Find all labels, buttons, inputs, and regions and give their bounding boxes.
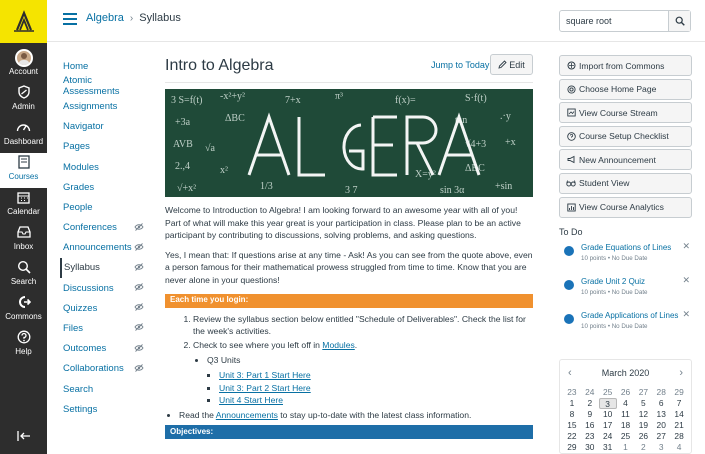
svg-text:X=y²: X=y²: [415, 169, 436, 180]
svg-text:7+x: 7+x: [285, 95, 301, 106]
todo-meta: 10 points • No Due Date: [581, 288, 648, 296]
nav-account-label: Account: [9, 67, 38, 76]
course-nav-label: Syllabus: [64, 262, 100, 274]
canvas-logo-icon[interactable]: [0, 0, 47, 43]
intro-paragraph: Welcome to Introduction to Algebra! I am looking forward to an awesome year with all of you! Part of what will make this year great is your participation in class. Please plan to be an active participant by contributing to discussions, solving problems, and asking questions.: [165, 205, 521, 241]
course-nav-label: Announcements: [63, 242, 132, 254]
course-nav-discussions[interactable]: [60, 278, 148, 298]
calendar-month-label: March 2020: [601, 368, 650, 378]
search-icon: [675, 16, 685, 26]
course-nav-settings[interactable]: [60, 399, 148, 419]
target-icon: [566, 84, 576, 94]
read-announcements-item: [179, 409, 533, 422]
course-nav-modules[interactable]: [60, 157, 148, 177]
unit-link-item: [219, 382, 533, 395]
svg-text:3 S=f(t): 3 S=f(t): [171, 95, 203, 106]
calendar-day[interactable]: 9: [587, 409, 593, 419]
shield-icon: [14, 83, 34, 101]
svg-text:-x²+y²: -x²+y²: [220, 91, 245, 102]
calendar-day[interactable]: 29: [674, 387, 684, 397]
svg-text:+3a: +3a: [175, 117, 191, 128]
analytics-icon: [566, 202, 576, 212]
algebra-banner-image: [165, 89, 533, 197]
calendar-day[interactable]: 20: [656, 420, 666, 430]
course-nav-label: Pages: [63, 141, 90, 153]
nav-dashboard[interactable]: [0, 118, 47, 153]
calendar-day[interactable]: 24: [602, 431, 613, 441]
svg-text:f(x)=: f(x)=: [395, 95, 416, 106]
calendar-day[interactable]: 1: [623, 442, 628, 452]
course-setup-checklist-button[interactable]: [559, 126, 692, 147]
main-content: [165, 52, 533, 437]
nav-admin-label: Admin: [12, 102, 35, 111]
calendar-day[interactable]: 27: [638, 387, 649, 397]
search-input[interactable]: [560, 11, 668, 31]
units-list: [165, 354, 533, 406]
course-nav-files[interactable]: [60, 318, 148, 338]
step2-text: Check to see where you left off in: [193, 339, 323, 350]
calendar-day[interactable]: 16: [585, 420, 595, 430]
nav-commons-label: Commons: [5, 312, 42, 321]
calendar-day[interactable]: 8: [569, 409, 575, 419]
svg-text:√a: √a: [205, 143, 215, 154]
help-icon: [14, 328, 34, 346]
course-nav: [60, 56, 148, 419]
course-nav-label: Files: [63, 323, 84, 335]
svg-text:AVB: AVB: [173, 139, 193, 150]
course-nav-collaborations[interactable]: [60, 359, 148, 379]
step-review-syllabus: 1. Review the syllabus section below entitled "Schedule of Deliverables". Check the list for the week's activities.: [193, 313, 533, 338]
course-nav-people[interactable]: [60, 197, 148, 217]
calendar-day[interactable]: 10: [602, 409, 613, 419]
calendar-day[interactable]: 23: [585, 431, 595, 441]
nav-courses-label: Courses: [8, 172, 39, 181]
sidebar-button-label: New Announcement: [579, 154, 656, 165]
svg-text:√+x²: √+x²: [177, 183, 197, 194]
calendar-day[interactable]: 4: [623, 398, 628, 408]
prev-month-button[interactable]: ‹: [568, 367, 572, 379]
course-nav-label: Quizzes: [63, 302, 98, 314]
calendar-day[interactable]: 1: [569, 398, 575, 408]
hidden-eye-icon: [134, 323, 144, 334]
nav-inbox-label: Inbox: [13, 242, 34, 251]
nav-courses[interactable]: [0, 153, 47, 188]
course-nav-label: Search: [63, 383, 94, 395]
course-nav-label: Settings: [63, 403, 98, 415]
course-nav-label: Navigator: [63, 121, 104, 133]
course-nav-pages[interactable]: [60, 137, 148, 157]
page-title: Intro to Algebra: [165, 57, 274, 74]
calendar-day[interactable]: 11: [621, 409, 630, 419]
todo-badge-icon: [564, 280, 574, 290]
section-header-objectives: Objectives:: [165, 425, 533, 439]
course-nav-navigator[interactable]: [60, 117, 148, 137]
svg-text:3 7: 3 7: [345, 185, 358, 196]
sidebar-button-label: View Course Analytics: [579, 202, 664, 213]
nav-search[interactable]: [0, 258, 47, 293]
calendar-icon: [14, 188, 34, 206]
svg-text:x²: x²: [220, 165, 228, 176]
right-sidebar: [559, 55, 692, 345]
nav-help[interactable]: [0, 328, 47, 363]
course-nav-conferences[interactable]: [60, 218, 148, 238]
dismiss-icon[interactable]: ✕: [682, 274, 690, 285]
todo-item: [559, 308, 692, 345]
nav-dashboard-label: Dashboard: [3, 137, 44, 146]
top-header: [47, 0, 705, 42]
hidden-eye-icon: [134, 344, 144, 355]
course-nav-search[interactable]: [60, 379, 148, 399]
breadcrumb: [86, 12, 181, 24]
question-icon: [566, 131, 576, 141]
calendar-day[interactable]: 3: [658, 442, 664, 452]
pencil-icon: [498, 60, 507, 69]
svg-text:√4+3: √4+3: [465, 139, 487, 150]
todo-title-link[interactable]: Grade Unit 2 Quiz: [581, 276, 646, 286]
calendar-day[interactable]: 22: [567, 431, 577, 441]
todo-title-link[interactable]: Grade Applications of Lines: [581, 310, 679, 320]
choose-home-page-button[interactable]: [559, 79, 692, 100]
nav-calendar[interactable]: [0, 188, 47, 223]
svg-text:.·y: .·y: [500, 111, 511, 122]
calendar-day[interactable]: 25: [620, 431, 631, 441]
nav-commons[interactable]: [0, 293, 47, 328]
search-button[interactable]: [668, 11, 690, 31]
course-nav-outcomes[interactable]: [60, 339, 148, 359]
course-nav-label: Grades: [63, 181, 95, 193]
nav-calendar-label: Calendar: [7, 207, 40, 216]
course-nav-assignments[interactable]: [60, 96, 148, 116]
section-header-login: Each time you login:: [165, 294, 533, 308]
jump-to-today-link[interactable]: Jump to Today: [431, 60, 490, 70]
sidebar-button-label: Course Setup Checklist: [579, 131, 669, 142]
calendar-day[interactable]: 12: [638, 409, 649, 419]
svg-text:ΔBC: ΔBC: [465, 163, 485, 174]
calendar-day[interactable]: 28: [674, 431, 684, 441]
hidden-eye-icon: [134, 223, 144, 234]
sidebar-button-label: Choose Home Page: [579, 84, 657, 95]
sidebar-button-label: Student View: [579, 178, 630, 189]
calendar-day[interactable]: 26: [620, 387, 631, 397]
dismiss-icon[interactable]: ✕: [682, 240, 690, 251]
units-item: [207, 354, 533, 406]
breadcrumb-separator: ›: [129, 12, 134, 24]
step-check-modules: [193, 339, 533, 352]
global-nav: [0, 0, 47, 454]
calendar-day[interactable]: 21: [674, 420, 684, 430]
calendar-day[interactable]: 27: [656, 431, 666, 441]
unit-link-item: [219, 369, 533, 382]
search-icon: [14, 258, 34, 276]
calendar-day[interactable]: 24: [585, 387, 595, 397]
read-list: [165, 409, 533, 422]
dismiss-icon[interactable]: ✕: [682, 308, 690, 319]
unit-3-part-2-link[interactable]: Unit 3: Part 2 Start Here: [219, 382, 311, 393]
calendar-day[interactable]: 2: [641, 442, 646, 452]
nav-inbox[interactable]: [0, 223, 47, 258]
calendar-day[interactable]: 31: [602, 442, 613, 452]
next-month-button[interactable]: ›: [679, 367, 683, 379]
course-nav-home[interactable]: [60, 56, 148, 76]
calendar-day[interactable]: 23: [567, 387, 577, 397]
mini-calendar: [559, 359, 692, 454]
questions-paragraph: Yes, I mean that: If questions arise at any time - Ask! As you can see from the quote above, even a person famous for their mathematical prowess struggled from time to time. Know that you are never alone in your questions!: [165, 249, 533, 285]
calendar-day[interactable]: 29: [567, 442, 577, 452]
book-icon: [14, 153, 34, 171]
unit-link-item: [219, 394, 533, 407]
todo-item: [559, 274, 692, 311]
collapse-nav-button[interactable]: [0, 428, 47, 446]
title-divider: [165, 82, 533, 83]
calendar-day[interactable]: 13: [656, 409, 666, 419]
nav-account[interactable]: [0, 43, 47, 83]
calendar-day[interactable]: 2: [587, 398, 593, 408]
course-nav-announcements[interactable]: [60, 238, 148, 258]
commons-icon: [566, 61, 576, 71]
step2-suffix: .: [354, 339, 358, 350]
modules-link[interactable]: Modules: [322, 339, 355, 350]
commons-icon: [14, 293, 34, 311]
edit-button[interactable]: [490, 54, 533, 75]
calendar-day[interactable]: 17: [602, 420, 613, 430]
syllabus-body: [165, 204, 533, 444]
inbox-icon: [14, 223, 34, 241]
breadcrumb-course-link[interactable]: Algebra: [86, 12, 124, 24]
calendar-day[interactable]: 28: [656, 387, 666, 397]
svg-text:+sin: +sin: [495, 181, 513, 192]
view-course-stream-button[interactable]: [559, 102, 692, 123]
nav-admin[interactable]: [0, 83, 47, 118]
svg-text:2.,4: 2.,4: [175, 161, 190, 172]
calendar-day[interactable]: 6: [658, 398, 664, 408]
calendar-day[interactable]: 25: [602, 387, 613, 397]
hidden-eye-icon: [134, 283, 144, 294]
course-nav-atomic-assessments[interactable]: [60, 76, 148, 96]
calendar-day[interactable]: 30: [585, 442, 595, 452]
units-label: Q3 Units: [207, 355, 241, 366]
import-from-commons-button[interactable]: [559, 55, 692, 76]
sidebar-button-label: Import from Commons: [579, 60, 665, 71]
calendar-day[interactable]: 7: [676, 398, 682, 408]
edit-button-label: Edit: [509, 59, 525, 70]
course-nav-label: Outcomes: [63, 343, 107, 355]
calendar-day[interactable]: 18: [620, 420, 631, 430]
todo-badge-icon: [564, 246, 574, 256]
student-view-button[interactable]: [559, 173, 692, 194]
course-nav-syllabus[interactable]: [60, 258, 148, 278]
read-pre-text: Read the: [179, 409, 216, 420]
speedometer-icon: [14, 118, 34, 136]
course-nav-label: Assignments: [63, 100, 118, 112]
svg-text:ΔBC: ΔBC: [225, 113, 245, 124]
nav-search-label: Search: [10, 277, 37, 286]
course-nav-label: Modules: [63, 161, 99, 173]
todo-meta: 10 points • No Due Date: [581, 322, 648, 330]
calendar-grid: [560, 386, 691, 454]
calendar-day[interactable]: 14: [674, 409, 684, 419]
login-steps: [165, 313, 533, 352]
search-box: [559, 10, 691, 32]
calendar-day[interactable]: 5: [641, 398, 646, 408]
todo-title-link[interactable]: Grade Equations of Lines: [581, 242, 672, 252]
hamburger-menu-icon[interactable]: [63, 13, 77, 25]
new-announcement-button[interactable]: [559, 149, 692, 170]
course-nav-label: Discussions: [63, 282, 114, 294]
hidden-eye-icon: [134, 243, 144, 254]
announcements-link[interactable]: Announcements: [215, 409, 278, 420]
breadcrumb-current: Syllabus: [139, 12, 181, 24]
todo-item: [559, 240, 692, 277]
calendar-day[interactable]: 4: [676, 442, 682, 452]
unit-4-link[interactable]: Unit 4 Start Here: [219, 395, 283, 406]
course-nav-label: People: [63, 201, 93, 213]
svg-text:S·f(t): S·f(t): [465, 93, 487, 104]
course-nav-grades[interactable]: [60, 177, 148, 197]
nav-help-label: Help: [15, 347, 32, 356]
calendar-day[interactable]: 15: [567, 420, 577, 430]
course-nav-quizzes[interactable]: [60, 298, 148, 318]
view-course-analytics-button[interactable]: [559, 197, 692, 218]
unit-3-part-1-link[interactable]: Unit 3: Part 1 Start Here: [219, 369, 311, 380]
hidden-eye-icon: [134, 303, 144, 314]
svg-text:π³: π³: [335, 91, 344, 102]
collapse-arrow-icon: [17, 431, 31, 441]
unit-links: [207, 369, 533, 407]
stream-icon: [566, 108, 576, 118]
todo-badge-icon: [564, 314, 574, 324]
course-nav-label: Conferences: [63, 222, 117, 234]
calendar-day[interactable]: 26: [638, 431, 649, 441]
svg-text:1/3: 1/3: [260, 181, 273, 192]
hidden-eye-icon: [134, 364, 144, 375]
svg-text:tan: tan: [455, 115, 468, 126]
todo-meta: 10 points • No Due Date: [581, 254, 648, 262]
course-nav-label: Collaborations: [63, 363, 124, 375]
course-nav-label: Atomic Assessments: [63, 75, 120, 98]
todo-heading: To Do: [559, 226, 583, 237]
glasses-icon: [566, 178, 576, 188]
svg-text:+x: +x: [505, 137, 516, 148]
calendar-day[interactable]: 19: [638, 420, 649, 430]
hidden-eye-icon: [134, 263, 144, 274]
course-nav-label: Home: [63, 60, 89, 72]
read-post-text: to stay up-to-date with the latest class information.: [277, 409, 472, 420]
sidebar-button-label: View Course Stream: [579, 107, 658, 118]
svg-text:sin 3α: sin 3α: [440, 185, 465, 196]
announcement-icon: [566, 155, 576, 165]
avatar: [15, 49, 33, 67]
calendar-today[interactable]: 3: [599, 398, 617, 409]
